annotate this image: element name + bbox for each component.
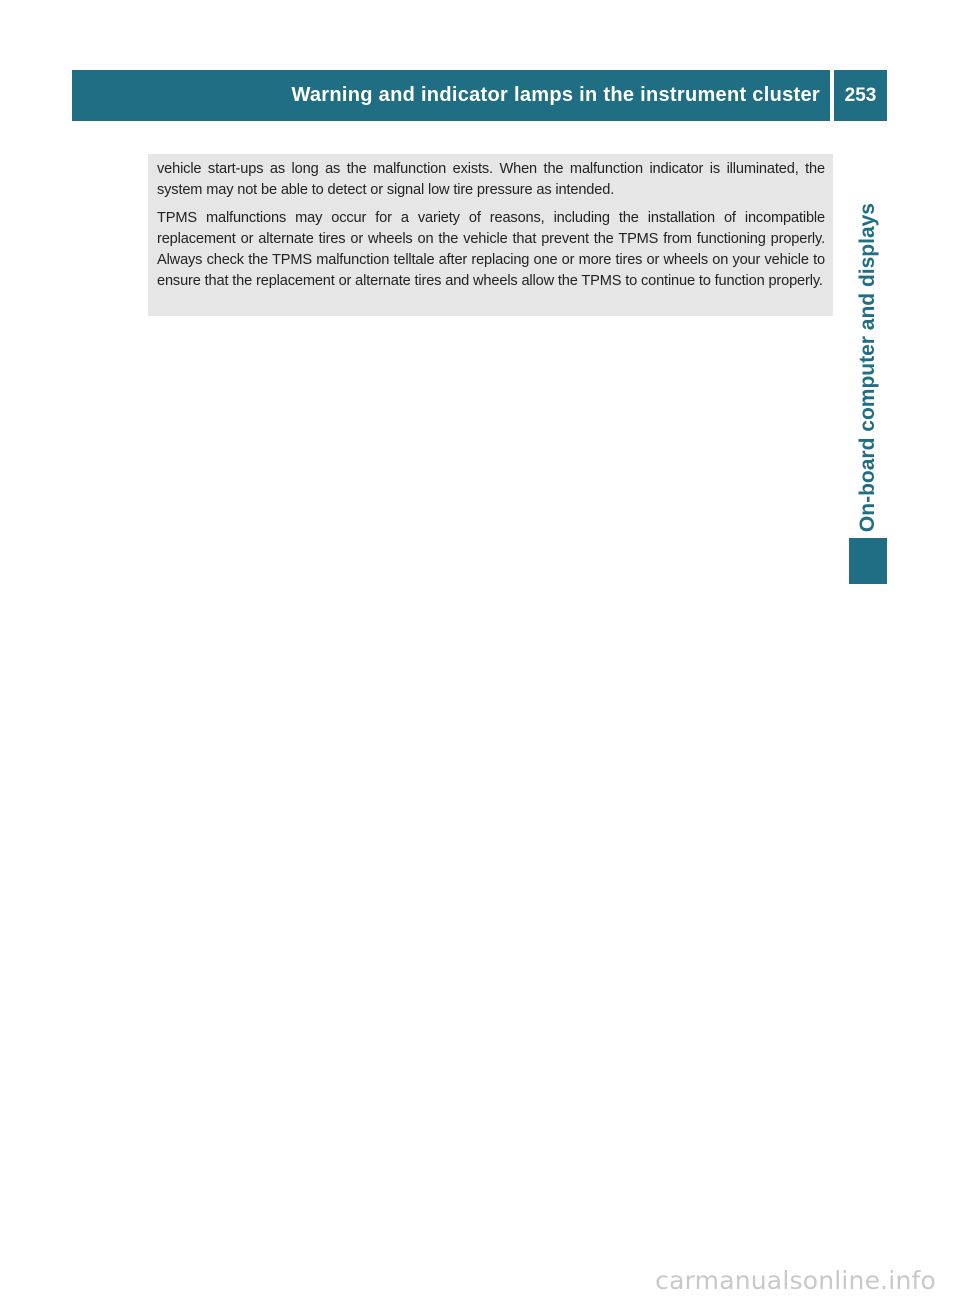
section-title: Warning and indicator lamps in the instrument cluster [291, 84, 820, 106]
chapter-side-tab [849, 132, 887, 532]
page-number: 253 [844, 84, 877, 106]
section-header-bar [72, 70, 830, 121]
notice-paragraph-2: TPMS malfunctions may occur for a variety of reasons, including the installation of incompatible replacement or alternate tires or wheels on the vehicle that prevent the TPMS from functioning properly. Always check the TPMS malfunction telltale after replacing one or more tires or wheels on your vehicle to ensure that the replacement or alternate tires and wheels allow the TPMS to continue to function properly. [157, 209, 825, 290]
tpms-notice-box [148, 154, 833, 316]
chapter-side-tab-label: On-board computer and displays [856, 202, 879, 532]
notice-paragraph-1: vehicle start-ups as long as the malfunction exists. When the malfunction indicator is illuminated, the system may not be able to detect or signal low tire pressure as intended. [157, 161, 825, 199]
page-number-box [834, 70, 887, 121]
chapter-side-marker [849, 538, 887, 584]
footer-watermark: carmanualsonline.info [655, 1266, 936, 1295]
